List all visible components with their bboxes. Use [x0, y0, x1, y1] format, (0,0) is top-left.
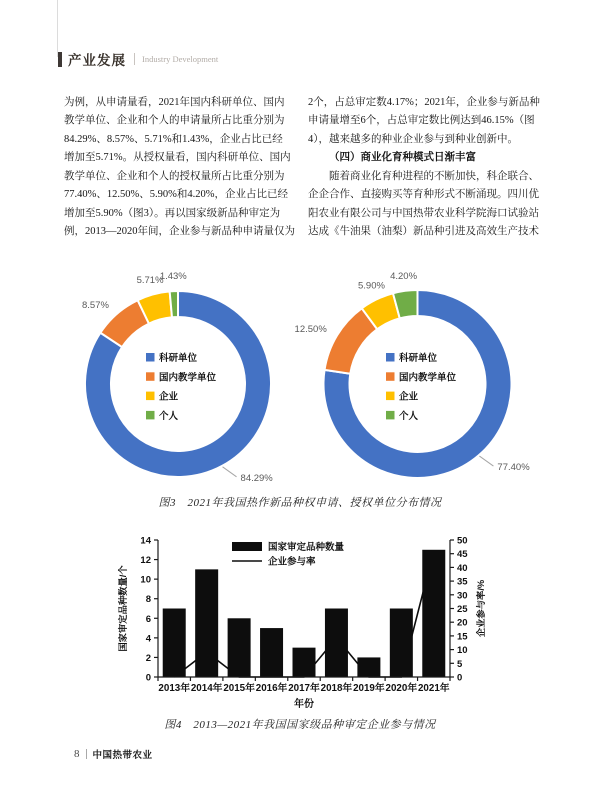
journal-name: 中国热带农业: [92, 750, 153, 761]
legend-swatch: [146, 411, 155, 420]
section-title: 产业发展: [68, 53, 126, 68]
text-line: 增加至5.71%。从授权量看，国内科研单位、国内: [64, 152, 291, 164]
y-axis-left-title: 国家审定品种数量/个: [118, 565, 128, 652]
bar-2019年: [357, 657, 380, 677]
bar-2016年: [260, 628, 283, 677]
right-tick-label: 35: [457, 576, 468, 588]
right-tick-label: 25: [457, 604, 468, 615]
left-tick-label: 14: [140, 535, 151, 547]
section-subtitle: Industry Development: [142, 54, 219, 64]
legend-label: 个人: [159, 410, 179, 422]
figure3-caption: 图3 2021年我国热作新品种权申请、授权单位分布情况: [158, 497, 442, 509]
donut-value-label: 5.90%: [357, 280, 385, 292]
header-divider: [134, 53, 135, 65]
legend-swatch: [146, 392, 155, 401]
text-line: 4），越来越多的种业企业参与到种业创新中。: [308, 133, 518, 145]
donut-value-label: 4.20%: [390, 270, 418, 282]
bar-2014年: [195, 569, 218, 677]
x-tick-label: 2021年: [417, 683, 450, 694]
subsection-heading: （四）商业化育种模式日渐丰富: [329, 152, 476, 164]
legend-swatch: [146, 372, 155, 381]
text-line: 例，2013—2020年间，企业参与新品种申请量仅为: [64, 226, 295, 238]
text-line: 随着商业化育种进程的不断加快，科企联合、: [329, 170, 539, 182]
bar-2020年: [390, 609, 413, 678]
page-number: 8: [74, 748, 80, 760]
right-column-part1: [308, 94, 542, 149]
text-line: 达成《牛油果（油梨）新品种引进及高效生产技术: [308, 226, 539, 238]
footer-divider: [86, 749, 87, 759]
left-tick-label: 10: [140, 574, 151, 586]
right-tick-label: 20: [457, 617, 468, 629]
bar-2021年: [422, 550, 445, 677]
left-tick-label: 4: [145, 633, 151, 645]
column-right: [308, 94, 542, 242]
left-tick-label: 0: [145, 672, 151, 684]
text-line: 为例，从申请量看，2021年国内科研单位、国内: [64, 97, 285, 108]
legend-swatch: [386, 411, 395, 420]
label-leader-line: [223, 467, 237, 477]
right-column-part2: [308, 168, 542, 242]
legend-label: 国内教学单位: [159, 372, 217, 384]
y-axis-right-title: 企业参与率/%: [476, 579, 486, 638]
x-tick-label: 2013年: [158, 683, 191, 694]
page-footer: [74, 747, 153, 761]
text-line: 84.29%、8.57%、5.71%和1.43%，企业占比已经: [64, 133, 283, 145]
left-tick-label: 6: [145, 613, 151, 625]
donut-slice-3: [170, 291, 178, 317]
right-tick-label: 10: [457, 645, 468, 657]
donut-value-label: 12.50%: [294, 324, 327, 336]
donut-value-label: 77.40%: [497, 462, 530, 474]
x-tick-label: 2015年: [223, 683, 255, 694]
right-tick-label: 30: [457, 590, 468, 602]
figure3-donut-grant: [294, 262, 552, 498]
x-tick-label: 2016年: [255, 683, 288, 694]
left-tick-label: 12: [140, 555, 151, 567]
legend-label: 科研单位: [159, 353, 198, 364]
text-line: 申请量增至6个，占总审定数比例达到46.15%（图: [308, 115, 535, 127]
legend-label: 企业: [399, 391, 419, 403]
text-line: 增加至5.90%（图3）。再以国家级新品种审定为: [64, 207, 281, 219]
x-axis-title: 年份: [294, 699, 314, 710]
text-line: 2个，占总审定数4.17%；2021年，企业参与新品种: [308, 97, 540, 108]
figure4-caption: 图4 2013—2021年我国国家级品种审定企业参与情况: [164, 719, 436, 731]
bar-2013年: [163, 609, 186, 678]
x-tick-label: 2017年: [288, 683, 320, 694]
legend-label: 科研单位: [399, 353, 438, 364]
right-tick-label: 45: [457, 549, 468, 561]
donut-value-label: 84.29%: [240, 472, 273, 484]
left-tick-label: 8: [145, 594, 151, 606]
x-tick-label: 2014年: [190, 683, 223, 694]
text-line: 企企合作、直接购买等育种形式不断涌现。四川优: [308, 189, 539, 201]
x-tick-label: 2018年: [320, 683, 353, 694]
right-tick-label: 50: [457, 535, 468, 547]
legend-swatch: [386, 353, 395, 362]
x-tick-label: 2019年: [353, 683, 385, 694]
donut-value-label: 5.71%: [136, 274, 164, 286]
right-tick-label: 40: [457, 562, 468, 574]
right-tick-label: 15: [457, 631, 468, 643]
figure3-donut-application: [52, 262, 304, 498]
legend-label: 国内教学单位: [399, 372, 457, 384]
legend-swatch: [386, 392, 395, 401]
legend-bar-swatch: [232, 542, 262, 551]
bar-2015年: [228, 618, 251, 677]
right-tick-label: 5: [457, 658, 463, 670]
right-tick-label: 0: [457, 672, 463, 684]
donut-value-label: 1.43%: [159, 271, 187, 283]
figure4-bar-line-chart: [110, 530, 500, 715]
text-line: 阳农业有限公司与中国热带农业科学院海口试验站: [308, 207, 539, 219]
header-accent-bar: [58, 52, 62, 67]
text-line: 教学单位、企业和个人的授权量所占比重分别为: [64, 170, 285, 182]
legend-label: 企业: [159, 391, 179, 403]
text-line: 77.40%、12.50%、5.90%和4.20%，企业占比已经: [64, 189, 288, 201]
legend-line-label: 企业参与率: [268, 556, 316, 568]
column-left: [64, 94, 298, 242]
top-vertical-rule: [57, 0, 58, 57]
left-tick-label: 2: [145, 652, 151, 664]
section-header: [58, 50, 218, 68]
donut-value-label: 8.57%: [81, 299, 109, 311]
bar-2018年: [325, 609, 348, 678]
bar-2017年: [293, 648, 316, 677]
text-line: 教学单位、企业和个人的申请量所占比重分别为: [64, 115, 285, 127]
legend-label: 个人: [399, 410, 419, 422]
legend-bar-label: 国家审定品种数量: [268, 542, 345, 553]
x-tick-label: 2020年: [385, 683, 418, 694]
legend-swatch: [146, 353, 155, 362]
label-leader-line: [479, 456, 493, 466]
legend-swatch: [386, 372, 395, 381]
